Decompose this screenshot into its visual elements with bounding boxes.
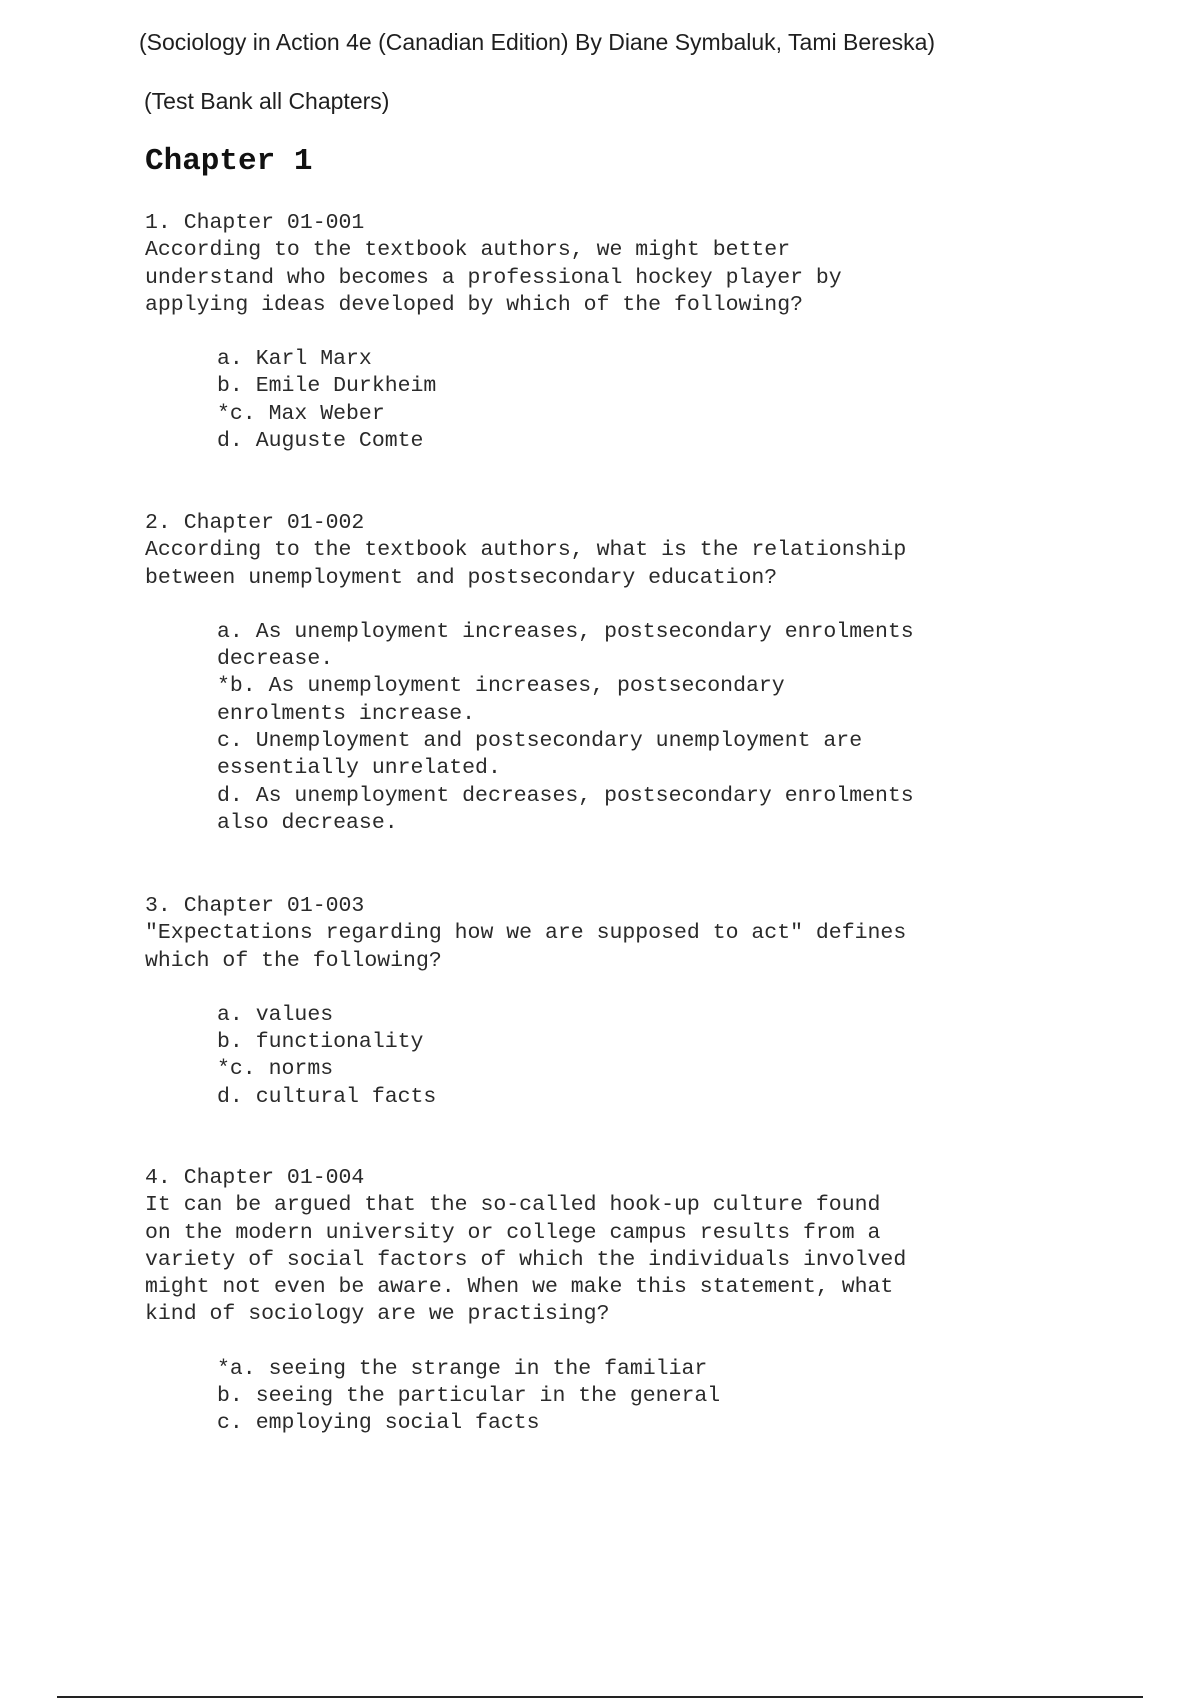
question-text-line: According to the textbook authors, what is the relationship — [145, 538, 907, 563]
answer-option: a. As unemployment increases, postsecondary enrolments — [217, 619, 914, 644]
answer-options — [145, 1002, 1045, 1111]
question-3 — [145, 893, 1045, 1111]
answer-option: d. As unemployment decreases, postsecondary enrolments — [217, 783, 914, 808]
question-text-line: might not even be aware. When we make this statement, what — [145, 1275, 894, 1300]
footer-divider — [57, 1696, 1143, 1698]
question-text-line: between unemployment and postsecondary education? — [145, 565, 778, 590]
question-text-line: understand who becomes a professional hockey player by — [145, 265, 842, 290]
answer-option: a. values — [217, 1002, 334, 1027]
question-1 — [145, 210, 1045, 455]
answer-options — [145, 1356, 1045, 1438]
answer-option: c. employing social facts — [217, 1411, 540, 1436]
answer-option-correct: *a. seeing the strange in the familiar — [217, 1356, 708, 1381]
answer-option: b. Emile Durkheim — [217, 374, 437, 399]
question-text-line: on the modern university or college campus results from a — [145, 1220, 881, 1245]
answer-option: d. Auguste Comte — [217, 429, 424, 454]
answer-option-continuation: decrease. — [217, 647, 334, 672]
answer-option: d. cultural facts — [217, 1084, 437, 1109]
question-text-line: variety of social factors of which the individuals involved — [145, 1247, 907, 1272]
question-4 — [145, 1165, 1045, 1438]
answer-option-correct: *c. Max Weber — [217, 401, 385, 426]
answer-option: b. seeing the particular in the general — [217, 1384, 721, 1409]
answer-options — [145, 619, 1045, 837]
answer-option: a. Karl Marx — [217, 347, 372, 372]
answer-option-continuation: essentially unrelated. — [217, 756, 501, 781]
question-text-line: applying ideas developed by which of the following? — [145, 292, 804, 317]
question-header: 4. Chapter 01-004 — [145, 1166, 365, 1190]
answer-option-correct: *b. As unemployment increases, postsecondary — [217, 674, 785, 699]
question-text-line: which of the following? — [145, 948, 442, 973]
question-header: 1. Chapter 01-001 — [145, 211, 365, 235]
question-text-line: According to the textbook authors, we might better — [145, 238, 791, 263]
answer-option-correct: *c. norms — [217, 1057, 334, 1082]
question-text-line: "Expectations regarding how we are supposed to act" defines — [145, 921, 907, 946]
question-header: 3. Chapter 01-003 — [145, 894, 365, 918]
question-text-line: It can be argued that the so-called hook-up culture found — [145, 1193, 881, 1218]
answer-option: b. functionality — [217, 1030, 424, 1055]
question-header: 2. Chapter 01-002 — [145, 511, 365, 535]
question-2 — [145, 510, 1045, 837]
document-title: (Sociology in Action 4e (Canadian Edition) By Diane Symbaluk, Tami Bereska) — [139, 29, 936, 55]
answer-options — [145, 346, 1045, 455]
chapter-heading: Chapter 1 — [145, 144, 313, 179]
answer-option: c. Unemployment and postsecondary unemployment are — [217, 729, 863, 754]
question-text-line: kind of sociology are we practising? — [145, 1302, 610, 1327]
document-subtitle: (Test Bank all Chapters) — [144, 88, 390, 114]
answer-option-continuation: also decrease. — [217, 810, 398, 835]
answer-option-continuation: enrolments increase. — [217, 701, 476, 726]
